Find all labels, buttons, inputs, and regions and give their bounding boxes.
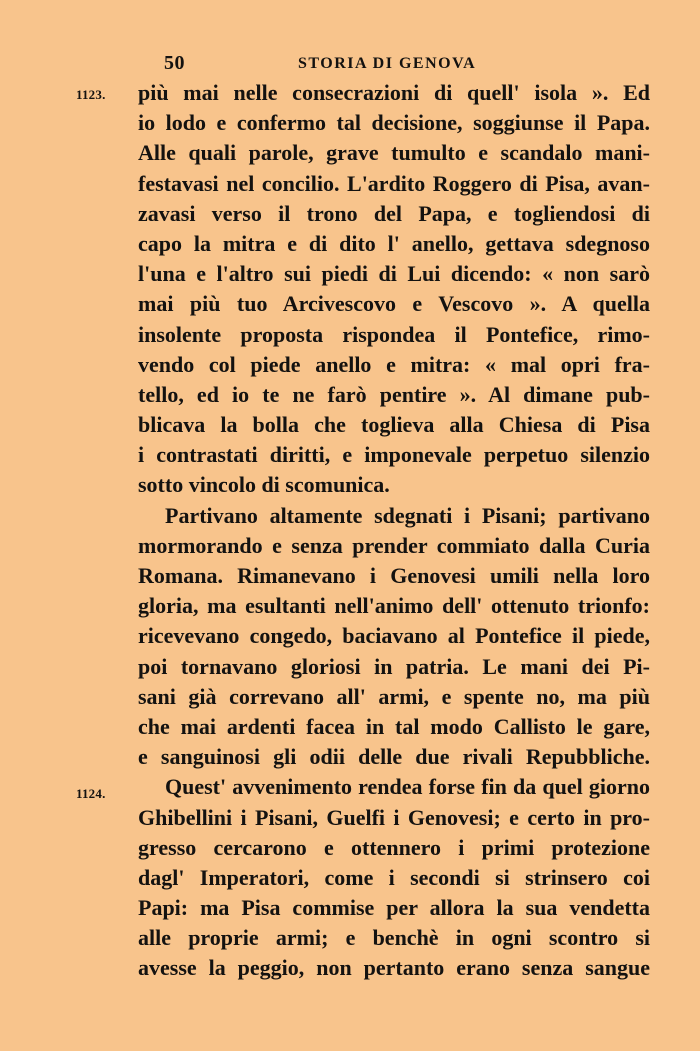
text-line: Ghibellini i Pisani, Guelfi i Genovesi; e certo in pro- — [138, 804, 650, 830]
text-line: poi tornavano gloriosi in patria. Le mani dei Pi- — [138, 653, 650, 679]
running-head — [138, 52, 650, 78]
paragraph — [138, 772, 650, 983]
text-line: che mai ardenti facea in tal modo Callisto le gare, — [138, 713, 650, 739]
text-line: zavasi verso il trono del Papa, e togliendosi di — [138, 200, 650, 226]
paragraph — [138, 78, 650, 501]
text-line: insolente proposta rispondea il Pontefice, rimo- — [138, 321, 650, 347]
text-line: alle proprie armi; e benchè in ogni scontro si — [138, 925, 650, 951]
text-line: vendo col piede anello e mitra: « mal opri fra- — [138, 351, 650, 377]
margin-year-note: 1123. — [76, 87, 106, 102]
margin-year-note: 1124. — [76, 786, 106, 801]
text-line: i contrastati diritti, e imponevale perpetuo silenzio — [138, 442, 650, 468]
paragraph — [138, 501, 650, 773]
text-line: più mai nelle consecrazioni di quell' isola ». Ed — [138, 80, 650, 105]
text-line: Romana. Rimanevano i Genovesi umili nella loro — [138, 563, 650, 588]
text-line: Papi: ma Pisa commise per allora la sua vendetta — [138, 895, 650, 921]
text-line: mai più tuo Arcivescovo e Vescovo ». A quella — [138, 291, 650, 317]
text-line: sani già correvano all' armi, e spente no, ma più — [138, 683, 650, 709]
text-line: l'una e l'altro sui piedi di Lui dicendo: « non sarò — [138, 261, 650, 287]
text-line: Alle quali parole, grave tumulto e scandalo mani- — [138, 140, 650, 166]
text-line: gloria, ma esultanti nell'animo dell' ottenuto trionfo: — [138, 593, 650, 619]
text-line: sotto vincolo di scomunica. — [138, 472, 390, 498]
body-text — [138, 78, 650, 984]
text-line: Quest' avvenimento rendea forse fin da quel giorno — [165, 774, 650, 800]
text-line: tello, ed io te ne farò pentire ». Al dimane pub- — [138, 381, 650, 407]
text-line: Partivano altamente sdegnati i Pisani; partivano — [165, 502, 650, 528]
text-line: festavasi nel concilio. L'ardito Roggero di Pisa, avan- — [138, 170, 650, 196]
text-line: mormorando e senza prender commiato dalla Curia — [138, 532, 650, 558]
text-line: gresso cercarono e ottennero i primi protezione — [138, 834, 650, 860]
text-line: ricevevano congedo, baciavano al Pontefice il piede, — [138, 623, 650, 649]
text-line: capo la mitra e di dito l' anello, gettava sdegnoso — [138, 230, 650, 256]
text-line: blicava la bolla che toglieva alla Chiesa di Pisa — [138, 412, 650, 438]
text-line: e sanguinosi gli odii delle due rivali Repubbliche. — [138, 744, 650, 770]
running-title: STORIA DI GENOVA — [298, 55, 477, 72]
page-number: 50 — [164, 52, 185, 74]
text-line: avesse la peggio, non pertanto erano senza sangue — [138, 955, 650, 981]
text-line: io lodo e confermo tal decisione, soggiunse il Papa. — [138, 110, 650, 136]
text-line: dagl' Imperatori, come i secondi si strinsero coi — [138, 864, 650, 890]
